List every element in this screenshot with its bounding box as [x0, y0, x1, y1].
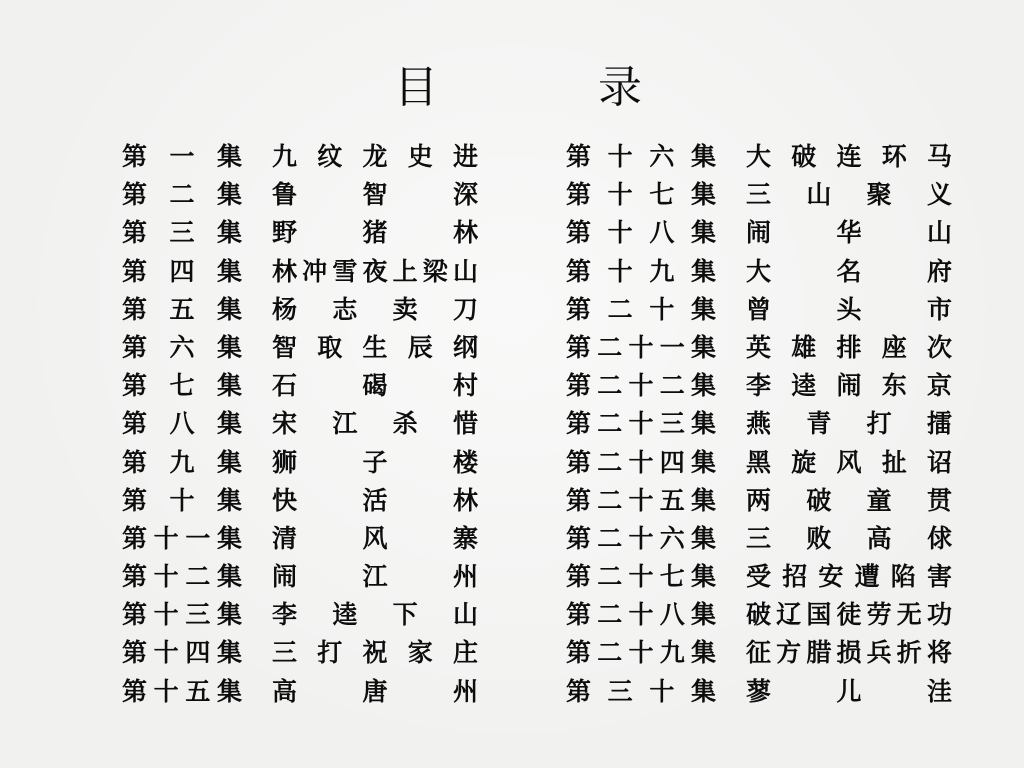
episode-title: 三 山 聚 义 [746, 180, 952, 210]
episode-number: 第 十 六 集 [566, 142, 716, 171]
episode-title: 三 打 祝 家 庄 [272, 638, 478, 668]
episode-number: 第 二 十 集 [566, 294, 716, 324]
episode-number: 第 四 集 [122, 256, 242, 286]
episode-title: 清 风 寨 [272, 523, 478, 553]
episode-number: 第 十 七 集 [566, 180, 716, 210]
episode-title: 高 唐 州 [272, 676, 478, 706]
episode-title: 大 名 府 [746, 256, 952, 286]
episode-title: 狮 子 楼 [272, 447, 478, 477]
episode-title: 李 逵 下 山 [272, 600, 478, 630]
episode-number: 第 十 三 集 [122, 600, 242, 630]
episode-number: 第 九 集 [122, 447, 242, 477]
episode-title: 燕 青 打 擂 [746, 409, 952, 439]
episode-number: 第 二 十 七 集 [566, 562, 716, 592]
title-char-right: 录 [598, 62, 642, 113]
episode-title: 野 猪 林 [272, 218, 478, 248]
episode-title: 闹 华 山 [746, 218, 952, 248]
episode-title: 受 招 安 遭 陷 害 [746, 562, 952, 592]
episode-title: 杨 志 卖 刀 [272, 294, 478, 324]
episode-title: 三 败 高 俅 [746, 523, 952, 553]
episode-number: 第 二 十 五 集 [566, 485, 716, 515]
episode-title: 两 破 童 贯 [746, 485, 952, 515]
episode-number: 第 三 十 集 [566, 676, 716, 706]
episode-title: 曾 头 市 [746, 294, 952, 324]
episode-number: 第 八 集 [122, 409, 242, 439]
episode-title: 鲁 智 深 [272, 180, 478, 210]
episode-number: 第 十 五 集 [122, 676, 242, 706]
episode-title: 智 取 生 辰 纲 [272, 332, 478, 362]
episode-number: 第 一 集 [122, 142, 242, 171]
episode-number: 第 十 一 集 [122, 523, 242, 553]
episode-title: 英 雄 排 座 次 [746, 332, 952, 362]
episode-title: 李 逵 闹 东 京 [746, 371, 952, 401]
episode-number: 第 二 十 六 集 [566, 523, 716, 553]
episode-number: 第 三 集 [122, 218, 242, 248]
episode-number: 第 二 十 二 集 [566, 371, 716, 401]
episode-number: 第 十 集 [122, 485, 242, 515]
episode-title: 破 辽 国 徒 劳 无 功 [746, 600, 952, 630]
episode-number: 第 十 四 集 [122, 638, 242, 668]
episode-number: 第 二 十 一 集 [566, 332, 716, 362]
episode-number: 第 二 十 八 集 [566, 600, 716, 630]
episode-title: 黑 旋 风 扯 诏 [746, 447, 952, 477]
episode-title: 石 碣 村 [272, 371, 478, 401]
title-char-left: 目 [394, 62, 438, 113]
episode-number: 第 十 二 集 [122, 562, 242, 592]
episode-number: 第 十 九 集 [566, 256, 716, 286]
episode-title: 快 活 林 [272, 485, 478, 515]
episode-title: 林 冲 雪 夜 上 梁 山 [272, 256, 478, 286]
episode-title: 征 方 腊 损 兵 折 将 [746, 638, 952, 668]
episode-number: 第 二 十 九 集 [566, 638, 716, 668]
episode-title: 蓼 儿 洼 [746, 676, 952, 706]
episode-number: 第 十 八 集 [566, 218, 716, 248]
episode-number: 第 二 十 三 集 [566, 409, 716, 439]
episode-number: 第 五 集 [122, 294, 242, 324]
episode-title: 大 破 连 环 马 [746, 142, 952, 171]
episode-title: 宋 江 杀 惜 [272, 409, 478, 439]
contents-title [0, 60, 1024, 116]
episode-number: 第 二 十 四 集 [566, 447, 716, 477]
episode-number: 第 二 集 [122, 180, 242, 210]
episode-number: 第 六 集 [122, 332, 242, 362]
episode-number: 第 七 集 [122, 371, 242, 401]
episode-title: 闹 江 州 [272, 562, 478, 592]
episode-title: 九 纹 龙 史 进 [272, 142, 478, 171]
